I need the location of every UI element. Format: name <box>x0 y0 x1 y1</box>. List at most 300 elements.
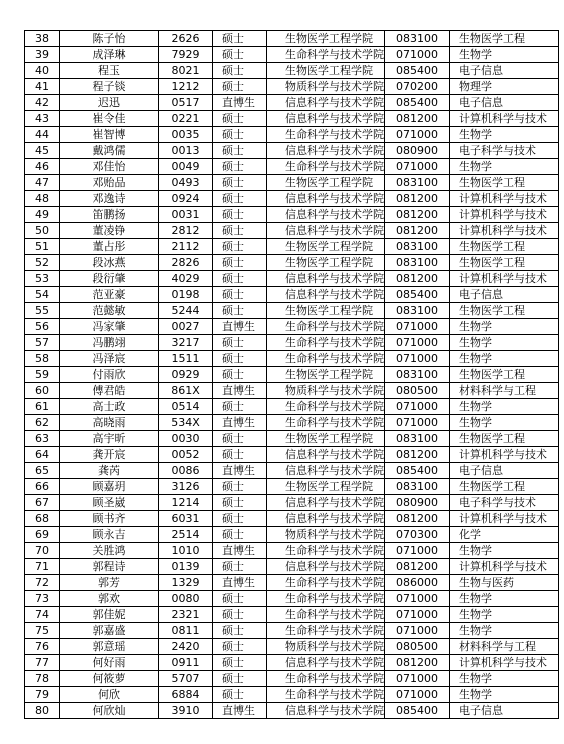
table-row <box>25 207 559 223</box>
table-row <box>25 63 559 79</box>
school-cell: 生命科学与技术学院 <box>267 159 385 175</box>
id-suffix-cell: 0911 <box>159 655 213 671</box>
major-name-cell: 生物医学工程 <box>450 239 559 255</box>
degree-type-cell: 硕士 <box>213 511 267 527</box>
table-row <box>25 223 559 239</box>
degree-type-cell: 硕士 <box>213 287 267 303</box>
table-row <box>25 623 559 639</box>
degree-type-cell: 硕士 <box>213 335 267 351</box>
major-code-cell: 081200 <box>385 223 450 239</box>
degree-type-cell: 硕士 <box>213 527 267 543</box>
serial-number-cell: 80 <box>25 703 60 719</box>
id-suffix-cell: 8021 <box>159 63 213 79</box>
degree-type-cell: 直博生 <box>213 319 267 335</box>
major-name-cell: 生物医学工程 <box>450 303 559 319</box>
serial-number-cell: 74 <box>25 607 60 623</box>
table-row <box>25 79 559 95</box>
degree-type-cell: 硕士 <box>213 207 267 223</box>
id-suffix-cell: 6031 <box>159 511 213 527</box>
major-code-cell: 071000 <box>385 319 450 335</box>
name-cell: 龚开宸 <box>60 447 159 463</box>
degree-type-cell: 直博生 <box>213 415 267 431</box>
major-name-cell: 计算机科学与技术 <box>450 559 559 575</box>
degree-type-cell: 硕士 <box>213 223 267 239</box>
degree-type-cell: 硕士 <box>213 607 267 623</box>
major-name-cell: 电子信息 <box>450 95 559 111</box>
degree-type-cell: 硕士 <box>213 303 267 319</box>
id-suffix-cell: 1214 <box>159 495 213 511</box>
serial-number-cell: 69 <box>25 527 60 543</box>
name-cell: 何欣灿 <box>60 703 159 719</box>
serial-number-cell: 48 <box>25 191 60 207</box>
table-row <box>25 351 559 367</box>
name-cell: 顾嘉玥 <box>60 479 159 495</box>
major-code-cell: 085400 <box>385 463 450 479</box>
major-name-cell: 计算机科学与技术 <box>450 655 559 671</box>
school-cell: 信息科学与技术学院 <box>267 143 385 159</box>
major-code-cell: 081200 <box>385 271 450 287</box>
major-name-cell: 生物学 <box>450 399 559 415</box>
table-row <box>25 95 559 111</box>
table-row <box>25 399 559 415</box>
name-cell: 成泽琳 <box>60 47 159 63</box>
serial-number-cell: 44 <box>25 127 60 143</box>
serial-number-cell: 79 <box>25 687 60 703</box>
major-code-cell: 083100 <box>385 239 450 255</box>
name-cell: 董占彤 <box>60 239 159 255</box>
table-row <box>25 543 559 559</box>
major-code-cell: 083100 <box>385 175 450 191</box>
school-cell: 生命科学与技术学院 <box>267 575 385 591</box>
id-suffix-cell: 0035 <box>159 127 213 143</box>
major-code-cell: 085400 <box>385 63 450 79</box>
serial-number-cell: 46 <box>25 159 60 175</box>
major-name-cell: 计算机科学与技术 <box>450 511 559 527</box>
table-row <box>25 575 559 591</box>
school-cell: 信息科学与技术学院 <box>267 111 385 127</box>
serial-number-cell: 62 <box>25 415 60 431</box>
id-suffix-cell: 1329 <box>159 575 213 591</box>
id-suffix-cell: 2626 <box>159 31 213 47</box>
major-code-cell: 083100 <box>385 303 450 319</box>
serial-number-cell: 52 <box>25 255 60 271</box>
serial-number-cell: 64 <box>25 447 60 463</box>
degree-type-cell: 硕士 <box>213 255 267 271</box>
table-row <box>25 431 559 447</box>
table-body <box>25 31 559 719</box>
major-code-cell: 081200 <box>385 191 450 207</box>
table-row <box>25 527 559 543</box>
school-cell: 信息科学与技术学院 <box>267 495 385 511</box>
table-row <box>25 479 559 495</box>
school-cell: 生命科学与技术学院 <box>267 351 385 367</box>
id-suffix-cell: 0030 <box>159 431 213 447</box>
degree-type-cell: 硕士 <box>213 111 267 127</box>
major-code-cell: 071000 <box>385 351 450 367</box>
degree-type-cell: 硕士 <box>213 159 267 175</box>
name-cell: 关胜鸿 <box>60 543 159 559</box>
major-code-cell: 080900 <box>385 495 450 511</box>
table-row <box>25 239 559 255</box>
id-suffix-cell: 534X <box>159 415 213 431</box>
degree-type-cell: 硕士 <box>213 191 267 207</box>
table-row <box>25 415 559 431</box>
name-cell: 崔令佳 <box>60 111 159 127</box>
serial-number-cell: 76 <box>25 639 60 655</box>
name-cell: 迟迅 <box>60 95 159 111</box>
table-row <box>25 671 559 687</box>
major-name-cell: 生物学 <box>450 671 559 687</box>
serial-number-cell: 68 <box>25 511 60 527</box>
id-suffix-cell: 861X <box>159 383 213 399</box>
major-name-cell: 生物学 <box>450 47 559 63</box>
name-cell: 顾书齐 <box>60 511 159 527</box>
major-name-cell: 生物医学工程 <box>450 255 559 271</box>
name-cell: 龚芮 <box>60 463 159 479</box>
table-row <box>25 47 559 63</box>
major-name-cell: 材料科学与工程 <box>450 639 559 655</box>
school-cell: 生命科学与技术学院 <box>267 591 385 607</box>
name-cell: 邓逸诗 <box>60 191 159 207</box>
major-code-cell: 085400 <box>385 95 450 111</box>
major-code-cell: 081200 <box>385 559 450 575</box>
id-suffix-cell: 0031 <box>159 207 213 223</box>
degree-type-cell: 硕士 <box>213 591 267 607</box>
id-suffix-cell: 2812 <box>159 223 213 239</box>
major-code-cell: 071000 <box>385 335 450 351</box>
table-row <box>25 111 559 127</box>
degree-type-cell: 硕士 <box>213 143 267 159</box>
degree-type-cell: 直博生 <box>213 575 267 591</box>
major-name-cell: 生物医学工程 <box>450 31 559 47</box>
major-name-cell: 材料科学与工程 <box>450 383 559 399</box>
id-suffix-cell: 2112 <box>159 239 213 255</box>
name-cell: 何欣 <box>60 687 159 703</box>
id-suffix-cell: 3126 <box>159 479 213 495</box>
id-suffix-cell: 0052 <box>159 447 213 463</box>
serial-number-cell: 40 <box>25 63 60 79</box>
degree-type-cell: 硕士 <box>213 239 267 255</box>
school-cell: 生物医学工程学院 <box>267 479 385 495</box>
table-row <box>25 303 559 319</box>
major-code-cell: 080500 <box>385 639 450 655</box>
name-cell: 傅君皓 <box>60 383 159 399</box>
id-suffix-cell: 0924 <box>159 191 213 207</box>
name-cell: 郭程诗 <box>60 559 159 575</box>
major-name-cell: 生物学 <box>450 335 559 351</box>
serial-number-cell: 71 <box>25 559 60 575</box>
id-suffix-cell: 0198 <box>159 287 213 303</box>
degree-type-cell: 硕士 <box>213 367 267 383</box>
major-code-cell: 083100 <box>385 367 450 383</box>
major-name-cell: 生物学 <box>450 607 559 623</box>
name-cell: 范亚豪 <box>60 287 159 303</box>
table-row <box>25 127 559 143</box>
major-name-cell: 计算机科学与技术 <box>450 207 559 223</box>
degree-type-cell: 硕士 <box>213 63 267 79</box>
school-cell: 生物医学工程学院 <box>267 63 385 79</box>
degree-type-cell: 直博生 <box>213 383 267 399</box>
id-suffix-cell: 1511 <box>159 351 213 367</box>
major-name-cell: 生物医学工程 <box>450 175 559 191</box>
serial-number-cell: 39 <box>25 47 60 63</box>
table-row <box>25 191 559 207</box>
major-name-cell: 电子信息 <box>450 287 559 303</box>
major-code-cell: 070200 <box>385 79 450 95</box>
serial-number-cell: 51 <box>25 239 60 255</box>
serial-number-cell: 67 <box>25 495 60 511</box>
name-cell: 戴鸿儒 <box>60 143 159 159</box>
major-code-cell: 083100 <box>385 431 450 447</box>
degree-type-cell: 硕士 <box>213 399 267 415</box>
major-name-cell: 计算机科学与技术 <box>450 191 559 207</box>
name-cell: 陈子怡 <box>60 31 159 47</box>
table-row <box>25 287 559 303</box>
name-cell: 董凌铮 <box>60 223 159 239</box>
serial-number-cell: 57 <box>25 335 60 351</box>
serial-number-cell: 59 <box>25 367 60 383</box>
major-name-cell: 计算机科学与技术 <box>450 447 559 463</box>
serial-number-cell: 47 <box>25 175 60 191</box>
name-cell: 崔智博 <box>60 127 159 143</box>
school-cell: 生命科学与技术学院 <box>267 687 385 703</box>
name-cell: 郭意瑶 <box>60 639 159 655</box>
id-suffix-cell: 0027 <box>159 319 213 335</box>
school-cell: 物质科学与技术学院 <box>267 383 385 399</box>
school-cell: 生物医学工程学院 <box>267 431 385 447</box>
major-code-cell: 080500 <box>385 383 450 399</box>
name-cell: 冯泽宸 <box>60 351 159 367</box>
major-code-cell: 083100 <box>385 255 450 271</box>
id-suffix-cell: 6884 <box>159 687 213 703</box>
degree-type-cell: 硕士 <box>213 47 267 63</box>
serial-number-cell: 65 <box>25 463 60 479</box>
id-suffix-cell: 0013 <box>159 143 213 159</box>
name-cell: 段冰燕 <box>60 255 159 271</box>
school-cell: 物质科学与技术学院 <box>267 639 385 655</box>
id-suffix-cell: 5707 <box>159 671 213 687</box>
id-suffix-cell: 0514 <box>159 399 213 415</box>
school-cell: 生物医学工程学院 <box>267 255 385 271</box>
school-cell: 生物医学工程学院 <box>267 367 385 383</box>
name-cell: 顾永吉 <box>60 527 159 543</box>
school-cell: 信息科学与技术学院 <box>267 95 385 111</box>
degree-type-cell: 硕士 <box>213 271 267 287</box>
name-cell: 高士政 <box>60 399 159 415</box>
id-suffix-cell: 3910 <box>159 703 213 719</box>
serial-number-cell: 53 <box>25 271 60 287</box>
table-row <box>25 495 559 511</box>
school-cell: 生命科学与技术学院 <box>267 399 385 415</box>
name-cell: 范懿敏 <box>60 303 159 319</box>
id-suffix-cell: 0049 <box>159 159 213 175</box>
table-row <box>25 31 559 47</box>
major-name-cell: 生物与医药 <box>450 575 559 591</box>
table-row <box>25 159 559 175</box>
major-code-cell: 081200 <box>385 111 450 127</box>
degree-type-cell: 硕士 <box>213 671 267 687</box>
school-cell: 生命科学与技术学院 <box>267 319 385 335</box>
name-cell: 冯家肇 <box>60 319 159 335</box>
name-cell: 程子锬 <box>60 79 159 95</box>
serial-number-cell: 56 <box>25 319 60 335</box>
major-name-cell: 生物学 <box>450 127 559 143</box>
serial-number-cell: 45 <box>25 143 60 159</box>
table-row <box>25 687 559 703</box>
serial-number-cell: 75 <box>25 623 60 639</box>
id-suffix-cell: 0086 <box>159 463 213 479</box>
major-code-cell: 070300 <box>385 527 450 543</box>
name-cell: 付雨欣 <box>60 367 159 383</box>
school-cell: 信息科学与技术学院 <box>267 655 385 671</box>
degree-type-cell: 硕士 <box>213 623 267 639</box>
serial-number-cell: 58 <box>25 351 60 367</box>
degree-type-cell: 硕士 <box>213 655 267 671</box>
school-cell: 生命科学与技术学院 <box>267 415 385 431</box>
school-cell: 生物医学工程学院 <box>267 239 385 255</box>
table-row <box>25 271 559 287</box>
serial-number-cell: 49 <box>25 207 60 223</box>
name-cell: 顾圣崴 <box>60 495 159 511</box>
major-name-cell: 生物学 <box>450 159 559 175</box>
school-cell: 信息科学与技术学院 <box>267 703 385 719</box>
school-cell: 信息科学与技术学院 <box>267 559 385 575</box>
major-name-cell: 生物医学工程 <box>450 479 559 495</box>
major-name-cell: 化学 <box>450 527 559 543</box>
serial-number-cell: 63 <box>25 431 60 447</box>
major-code-cell: 071000 <box>385 399 450 415</box>
school-cell: 信息科学与技术学院 <box>267 191 385 207</box>
id-suffix-cell: 2514 <box>159 527 213 543</box>
degree-type-cell: 直博生 <box>213 543 267 559</box>
name-cell: 邓贻品 <box>60 175 159 191</box>
name-cell: 邓佳怡 <box>60 159 159 175</box>
major-name-cell: 电子信息 <box>450 703 559 719</box>
degree-type-cell: 硕士 <box>213 639 267 655</box>
major-code-cell: 071000 <box>385 607 450 623</box>
table-row <box>25 655 559 671</box>
id-suffix-cell: 2321 <box>159 607 213 623</box>
table-row <box>25 447 559 463</box>
school-cell: 生命科学与技术学院 <box>267 623 385 639</box>
degree-type-cell: 硕士 <box>213 479 267 495</box>
school-cell: 信息科学与技术学院 <box>267 463 385 479</box>
school-cell: 生物医学工程学院 <box>267 303 385 319</box>
major-name-cell: 电子信息 <box>450 63 559 79</box>
degree-type-cell: 硕士 <box>213 79 267 95</box>
table-row <box>25 143 559 159</box>
degree-type-cell: 硕士 <box>213 687 267 703</box>
major-code-cell: 071000 <box>385 671 450 687</box>
name-cell: 段衍肇 <box>60 271 159 287</box>
major-name-cell: 生物医学工程 <box>450 431 559 447</box>
degree-type-cell: 直博生 <box>213 95 267 111</box>
admission-list-table <box>24 30 559 719</box>
serial-number-cell: 78 <box>25 671 60 687</box>
id-suffix-cell: 1212 <box>159 79 213 95</box>
major-name-cell: 生物学 <box>450 415 559 431</box>
degree-type-cell: 硕士 <box>213 495 267 511</box>
serial-number-cell: 77 <box>25 655 60 671</box>
table-row <box>25 559 559 575</box>
id-suffix-cell: 0811 <box>159 623 213 639</box>
major-code-cell: 081200 <box>385 655 450 671</box>
table-row <box>25 255 559 271</box>
major-code-cell: 080900 <box>385 143 450 159</box>
table-row <box>25 591 559 607</box>
table-row <box>25 511 559 527</box>
serial-number-cell: 72 <box>25 575 60 591</box>
serial-number-cell: 50 <box>25 223 60 239</box>
degree-type-cell: 硕士 <box>213 559 267 575</box>
table-row <box>25 703 559 719</box>
major-name-cell: 生物学 <box>450 591 559 607</box>
serial-number-cell: 70 <box>25 543 60 559</box>
school-cell: 信息科学与技术学院 <box>267 223 385 239</box>
table-row <box>25 639 559 655</box>
id-suffix-cell: 0221 <box>159 111 213 127</box>
degree-type-cell: 硕士 <box>213 175 267 191</box>
major-code-cell: 071000 <box>385 159 450 175</box>
school-cell: 生命科学与技术学院 <box>267 671 385 687</box>
major-code-cell: 083100 <box>385 31 450 47</box>
id-suffix-cell: 0080 <box>159 591 213 607</box>
major-name-cell: 生物学 <box>450 623 559 639</box>
table-row <box>25 335 559 351</box>
degree-type-cell: 硕士 <box>213 351 267 367</box>
major-name-cell: 生物学 <box>450 319 559 335</box>
major-name-cell: 计算机科学与技术 <box>450 223 559 239</box>
table-row <box>25 383 559 399</box>
name-cell: 笛鹏扬 <box>60 207 159 223</box>
serial-number-cell: 73 <box>25 591 60 607</box>
table-row <box>25 607 559 623</box>
major-code-cell: 085400 <box>385 703 450 719</box>
degree-type-cell: 硕士 <box>213 447 267 463</box>
degree-type-cell: 硕士 <box>213 431 267 447</box>
id-suffix-cell: 7929 <box>159 47 213 63</box>
major-name-cell: 电子科学与技术 <box>450 495 559 511</box>
major-code-cell: 071000 <box>385 543 450 559</box>
major-name-cell: 生物学 <box>450 351 559 367</box>
major-code-cell: 071000 <box>385 415 450 431</box>
serial-number-cell: 66 <box>25 479 60 495</box>
school-cell: 生命科学与技术学院 <box>267 335 385 351</box>
table-row <box>25 367 559 383</box>
degree-type-cell: 硕士 <box>213 127 267 143</box>
school-cell: 生物医学工程学院 <box>267 175 385 191</box>
major-code-cell: 071000 <box>385 127 450 143</box>
name-cell: 郭嘉盛 <box>60 623 159 639</box>
degree-type-cell: 硕士 <box>213 31 267 47</box>
major-code-cell: 081200 <box>385 511 450 527</box>
school-cell: 信息科学与技术学院 <box>267 271 385 287</box>
table-row <box>25 463 559 479</box>
serial-number-cell: 38 <box>25 31 60 47</box>
major-name-cell: 电子科学与技术 <box>450 143 559 159</box>
name-cell: 程玉 <box>60 63 159 79</box>
id-suffix-cell: 0493 <box>159 175 213 191</box>
school-cell: 生命科学与技术学院 <box>267 607 385 623</box>
major-code-cell: 083100 <box>385 479 450 495</box>
name-cell: 郭芳 <box>60 575 159 591</box>
serial-number-cell: 42 <box>25 95 60 111</box>
serial-number-cell: 41 <box>25 79 60 95</box>
major-code-cell: 071000 <box>385 47 450 63</box>
id-suffix-cell: 2420 <box>159 639 213 655</box>
school-cell: 物质科学与技术学院 <box>267 79 385 95</box>
table-row <box>25 175 559 191</box>
